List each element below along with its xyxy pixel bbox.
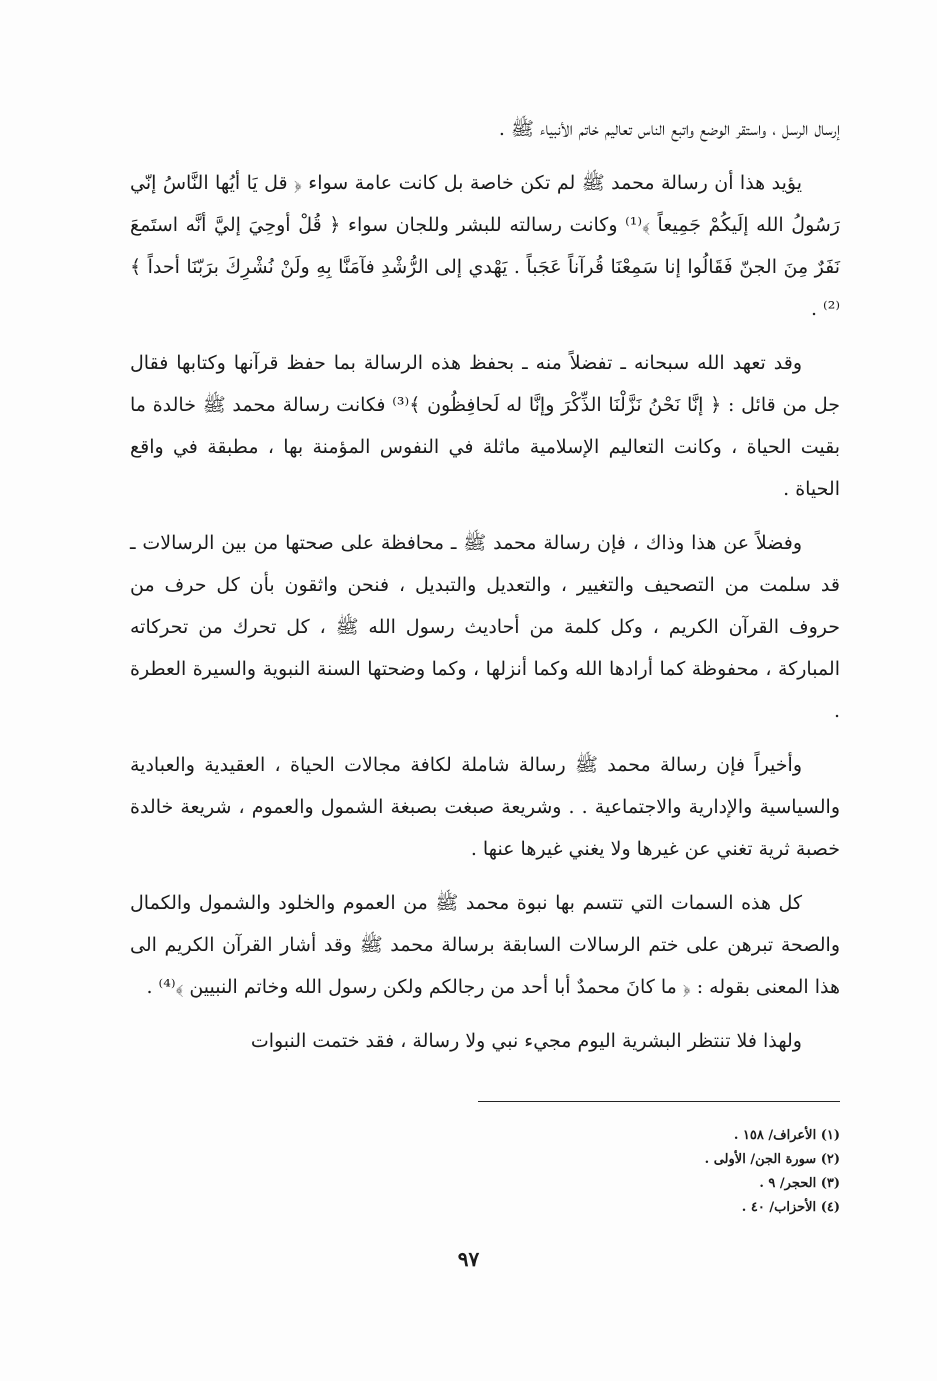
- paragraph-1: إرسال الرسل ، واستقر الوضع واتبع الناس تعاليم خاتم الأنبياء ﷺ .: [498, 118, 840, 140]
- paragraph-7: ولهذا فلا تنتظر البشرية اليوم مجيء نبي ولا رسالة ، فقد ختمت النبوات: [250, 1030, 802, 1052]
- paragraph-6: كل هذه السمات التي تتسم بها نبوة محمد ﷺ من العموم والخلود والشمول والكمال والصحة تبرهن على ختم الرسالات السابقة برسالة محمد ﷺ وقد أشار القرآن الكريم الى هذا المعنى بقوله : ﴿ ما كانَ محمدٌ أبا أحد من رجالكم ولكن رسول الله وخاتم النبيين ﴾⁽⁴⁾ .: [130, 892, 840, 998]
- footnote-2: (٢) سورة الجن/ الأولى .: [704, 1152, 840, 1167]
- paragraph-5: وأخيراً فإن رسالة محمد ﷺ رسالة شاملة لكافة مجالات الحياة ، العقيدية والعبادية والسياسية والإدارية والاجتماعية . . وشريعة صبغت بصبغة الشمول والعموم ، شريعة خالدة خصبة ثرية تغني عن غيرها ولا يغني غيرها عنها .: [130, 754, 840, 860]
- page-number: ٩٧: [457, 1247, 480, 1271]
- paragraph-3: وقد تعهد الله سبحانه ـ تفضلاً منه ـ بحفظ هذه الرسالة بما حفظ قرآنها وكتابها فقال جل من قائل : ﴿ إنَّا نَحْنُ نَزَّلْنَا الذِّكْرَ وإنَّا له لَحافِظُون ﴾⁽³⁾ فكانت رسالة محمد ﷺ خالدة ما بقيت الحياة ، وكانت التعاليم الإسلامية ماثلة في النفوس المؤمنة بها ، مطبقة في واقع الحياة .: [130, 352, 840, 500]
- footnotes: [478, 1124, 840, 1220]
- footnote-divider: [478, 1101, 840, 1102]
- footnote-4: (٤) الأحزاب/ ٤٠ .: [741, 1200, 840, 1215]
- footnote-1: (١) الأعراف/ ١٥٨ .: [733, 1128, 840, 1143]
- paragraph-4: وفضلاً عن هذا وذاك ، فإن رسالة محمد ﷺ ـ محافظة على صحتها من بين الرسالات ـ قد سلمت من التصحيف والتغيير ، والتعديل والتبديل ، فنحن واثقون بأن كل حرف من حروف القرآن الكريم ، وكل كلمة من أحاديث رسول الله ﷺ ، كل تحرك من تحركاته المباركة ، محفوظة كما أرادها الله وكما أنزلها ، وكما وضحتها السنة النبوية والسيرة العطرة .: [130, 532, 840, 722]
- paragraph-2: يؤيد هذا أن رسالة محمد ﷺ لم تكن خاصة بل كانت عامة سواء ﴿ قل يَا أيُها النَّاسُ إنّي رَسُولُ الله إلَيكُمْ جَمِيعاً ﴾⁽¹⁾ وكانت رسالته للبشر وللجان سواء ﴿ قُلْ أوحِيَ إليَّ أنَّه استَمعَ نَفَرٌ مِنَ الجنّ فَقَالُوا إنا سَمِعْنَا قُرآناً عَجَباً . يَهْدي إلى الرُّشْدِ فآمَنَّا بِهِ ولَنْ نُشْرِكَ برَبّنَا أحداً ﴾⁽²⁾ .: [130, 172, 840, 320]
- body-text: [130, 108, 840, 1062]
- footnote-3: (٣) الحجر/ ٩ .: [759, 1176, 840, 1191]
